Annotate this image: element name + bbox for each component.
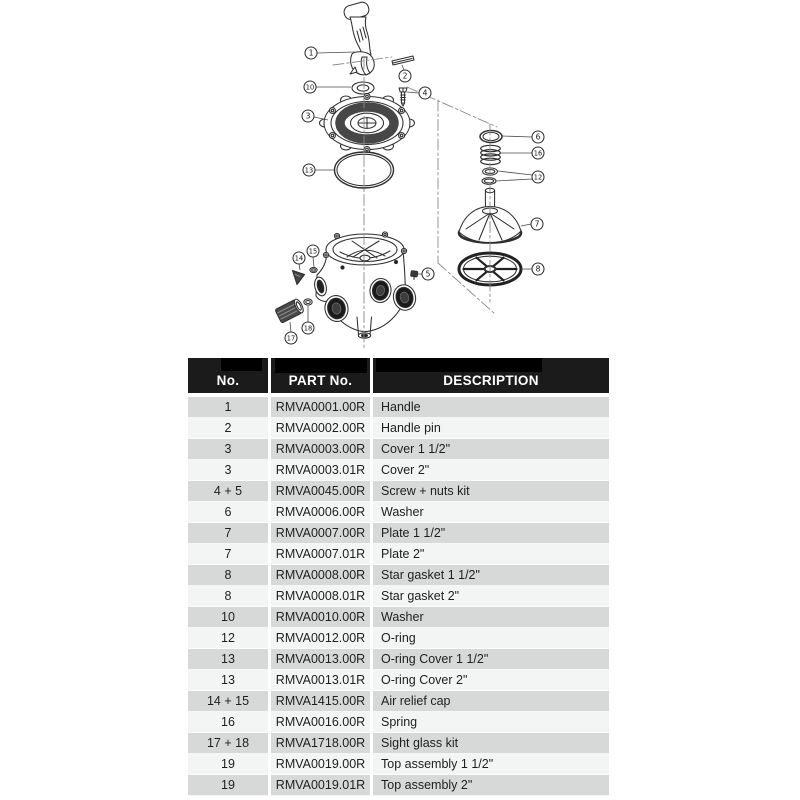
cell-part-no: RMVA0013.01R [271,670,370,691]
cell-part-no: RMVA0008.01R [271,586,370,607]
redacted-logo [221,358,262,371]
cell-no: 17 + 18 [188,733,268,754]
leader-line [498,171,532,175]
leader-line [407,92,419,93]
leader-line [313,257,314,267]
part-sight-glass-oring-18 [304,299,312,305]
cell-part-no: RMVA0013.00R [271,649,370,670]
cell-description: Cover 1 1/2" [373,439,609,460]
callout-8 [521,263,544,275]
callout-7 [521,218,543,230]
table-row [188,649,609,670]
parts-table-body [188,397,609,796]
part-screw-4 [399,88,407,106]
cell-description: Cover 2" [373,460,609,481]
table-row [188,565,609,586]
cell-description: Air relief cap [373,691,609,712]
cell-description: Top assembly 1 1/2" [373,754,609,775]
redacted-logo [275,358,367,373]
cell-no: 16 [188,712,268,733]
cell-description: Spring [373,712,609,733]
cell-no: 4 + 5 [188,481,268,502]
table-row [188,754,609,775]
callout-13 [303,164,334,176]
parts-table-header [188,358,609,393]
table-row [188,523,609,544]
cell-no: 13 [188,649,268,670]
callout-number: 1 [308,48,314,58]
callout-number: 15 [308,247,318,256]
cell-no: 19 [188,775,268,796]
callout-15 [307,245,319,267]
part-handle-pin [392,56,414,65]
callout-number: 16 [533,149,543,158]
cell-part-no: RMVA0003.00R [271,439,370,460]
part-nut-5 [411,271,418,280]
cell-part-no: RMVA0006.00R [271,502,370,523]
cell-description: O-ring Cover 2" [373,670,609,691]
leader-line [496,179,532,181]
leader-line [521,224,531,226]
callout-number: 17 [286,334,296,343]
cell-description: Screw + nuts kit [373,481,609,502]
callout-17 [285,322,297,344]
cell-description: Top assembly 2" [373,775,609,796]
cell-description: O-ring Cover 1 1/2" [373,649,609,670]
leader-line [502,136,532,137]
callout-number: 14 [294,254,304,263]
cell-no: 3 [188,439,268,460]
column-header-no [188,358,268,393]
cell-part-no: RMVA0007.00R [271,523,370,544]
callout-number: 8 [535,264,541,274]
cell-no: 2 [188,418,268,439]
cell-no: 7 [188,544,268,565]
cell-description: Washer [373,607,609,628]
cell-part-no: RMVA0008.00R [271,565,370,586]
cell-no: 10 [188,607,268,628]
column-header-description [373,358,609,393]
cell-description: Plate 1 1/2" [373,523,609,544]
cell-part-no: RMVA0007.01R [271,544,370,565]
callout-number: 2 [402,71,408,81]
cell-no: 6 [188,502,268,523]
cell-part-no: RMVA0010.00R [271,607,370,628]
callout-number: 5 [425,269,431,279]
table-row [188,418,609,439]
part-washer-6 [480,131,502,143]
column-header-label: No. [216,373,240,388]
table-row [188,439,609,460]
leader-line [317,52,355,53]
part-cover-3 [320,94,415,153]
cell-part-no: RMVA0012.00R [271,628,370,649]
cell-no: 3 [188,460,268,481]
callout-number: 18 [303,324,313,333]
callout-number: 10 [305,83,315,92]
column-header-label: DESCRIPTION [443,373,539,388]
leader-line [299,264,300,270]
table-row [188,586,609,607]
cell-description: Star gasket 2" [373,586,609,607]
part-handle [343,1,375,75]
cell-part-no: RMVA0001.00R [271,397,370,418]
table-row [188,733,609,754]
table-row [188,502,609,523]
column-header-label: PART No. [288,373,353,388]
cell-no: 12 [188,628,268,649]
cell-description: Sight glass kit [373,733,609,754]
callout-18 [302,306,314,334]
redacted-logo [376,358,542,372]
callout-1 [305,47,355,59]
column-header-part-no [271,358,370,393]
callout-12 [496,171,544,183]
table-row [188,481,609,502]
callout-number: 13 [304,166,314,175]
cell-description: Washer [373,502,609,523]
callout-number: 4 [422,88,428,98]
callout-10 [304,81,351,93]
part-sight-glass-17 [275,298,305,323]
cell-no: 1 [188,397,268,418]
cell-description: Plate 2" [373,544,609,565]
leader-line [290,322,291,332]
table-row [188,712,609,733]
callout-2 [399,65,411,82]
callout-number: 7 [534,219,540,229]
callout-number: 6 [535,132,541,142]
cell-no: 8 [188,565,268,586]
cell-part-no: RMVA0002.00R [271,418,370,439]
valve-body [313,232,419,338]
cell-description: Handle [373,397,609,418]
cell-no: 19 [188,754,268,775]
cell-description: O-ring [373,628,609,649]
cell-description: Star gasket 1 1/2" [373,565,609,586]
table-row [188,460,609,481]
table-row [188,397,609,418]
callout-14 [293,252,305,270]
table-row [188,544,609,565]
cell-no: 8 [188,586,268,607]
callout-16 [500,147,544,159]
callout-number: 12 [533,173,543,182]
callout-5 [418,268,434,280]
cell-part-no: RMVA0019.01R [271,775,370,796]
callout-number: 3 [305,111,311,121]
table-row [188,691,609,712]
cell-part-no: RMVA0016.00R [271,712,370,733]
cell-part-no: RMVA0019.00R [271,754,370,775]
cell-no: 14 + 15 [188,691,268,712]
callout-6 [502,131,544,143]
cell-part-no: RMVA1415.00R [271,691,370,712]
part-washer-10 [352,82,374,94]
table-row [188,628,609,649]
cell-no: 13 [188,670,268,691]
part-spring-16 [481,145,501,164]
cell-description: Handle pin [373,418,609,439]
table-row [188,670,609,691]
leader-line [402,65,404,70]
cell-part-no: RMVA1718.00R [271,733,370,754]
table-row [188,607,609,628]
parts-table [188,358,609,796]
cell-part-no: RMVA0045.00R [271,481,370,502]
part-air-relief-oring-15 [310,267,317,272]
table-row [188,775,609,796]
part-air-relief-cone-14 [293,271,305,285]
cell-part-no: RMVA0003.01R [271,460,370,481]
cell-no: 7 [188,523,268,544]
